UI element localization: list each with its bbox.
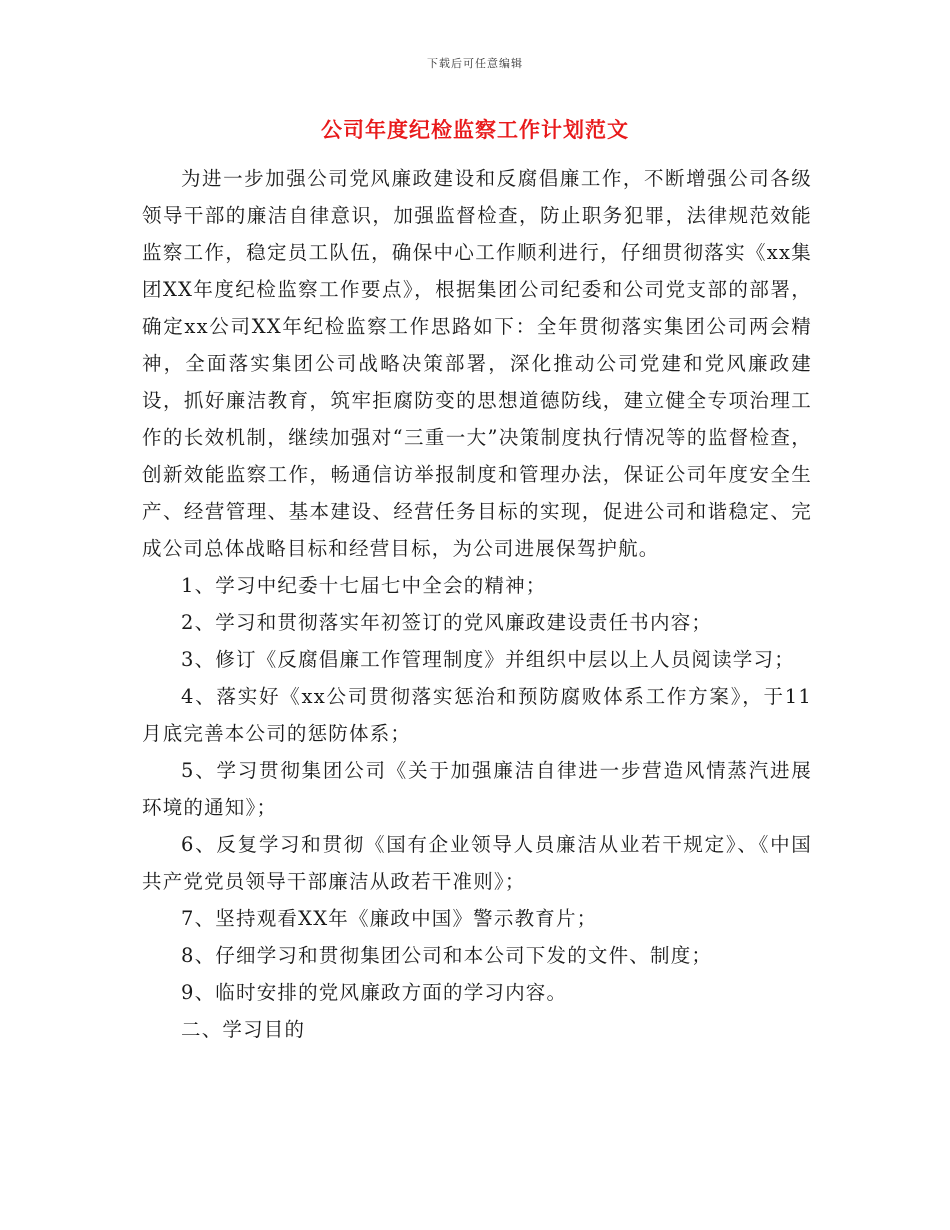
list-item-2: 2、学习和贯彻落实年初签订的党风廉政建设责任书内容； bbox=[181, 611, 713, 634]
section-heading-2: 二、学习目的 bbox=[181, 1018, 306, 1041]
list-item-1: 1、学习中纪委十七届七中全会的精神； bbox=[181, 574, 547, 597]
list-item-8: 8、仔细学习和贯彻集团公司和本公司下发的文件、制度； bbox=[181, 944, 713, 967]
list-item-7: 7、坚持观看XX年《廉政中国》警示教育片； bbox=[181, 907, 598, 930]
list-item-3: 3、修订《反腐倡廉工作管理制度》并组织中层以上人员阅读学习； bbox=[181, 648, 795, 671]
header-note: 下载后可任意编辑 bbox=[427, 57, 523, 70]
list-item-6: 6、反复学习和贯彻《国有企业领导人员廉洁从业若干规定》、《中国共产党党员领导干部廉洁从政若干准则》； bbox=[142, 833, 812, 893]
list-item-4: 4、落实好《xx公司贯彻落实惩治和预防腐败体系工作方案》，于11月底完善本公司的惩防体系； bbox=[142, 685, 812, 745]
list-item-5: 5、学习贯彻集团公司《关于加强廉洁自律进一步营造风情蒸汽进展环境的通知》； bbox=[142, 759, 812, 819]
document-title: 公司年度纪检监察工作计划范文 bbox=[321, 117, 629, 142]
document-body bbox=[142, 160, 812, 1048]
list-item-9: 9、临时安排的党风廉政方面的学习内容。 bbox=[181, 981, 568, 1004]
intro-paragraph: 为进一步加强公司党风廉政建设和反腐倡廉工作，不断增强公司各级领导干部的廉洁自律意识，加强监督检查，防止职务犯罪，法律规范效能监察工作，稳定员工队伍，确保中心工作顺利进行，仔细贯彻落实《xx集团XX年度纪检监察工作要点》，根据集团公司纪委和公司党支部的部署，确定xx公司XX年纪检监察工作思路如下：全年贯彻落实集团公司两会精神，全面落实集团公司战略决策部署，深化推动公司党建和党风廉政建设，抓好廉洁教育，筑牢拒腐防变的思想道德防线，建立健全专项治理工作的长效机制，继续加强对“三重一大”决策制度执行情况等的监督检查，创新效能监察工作，畅通信访举报制度和管理办法，保证公司年度安全生产、经营管理、基本建设、经营任务目标的实现，促进公司和谐稳定、完成公司总体战略目标和经营目标，为公司进展保驾护航。 bbox=[142, 167, 812, 560]
